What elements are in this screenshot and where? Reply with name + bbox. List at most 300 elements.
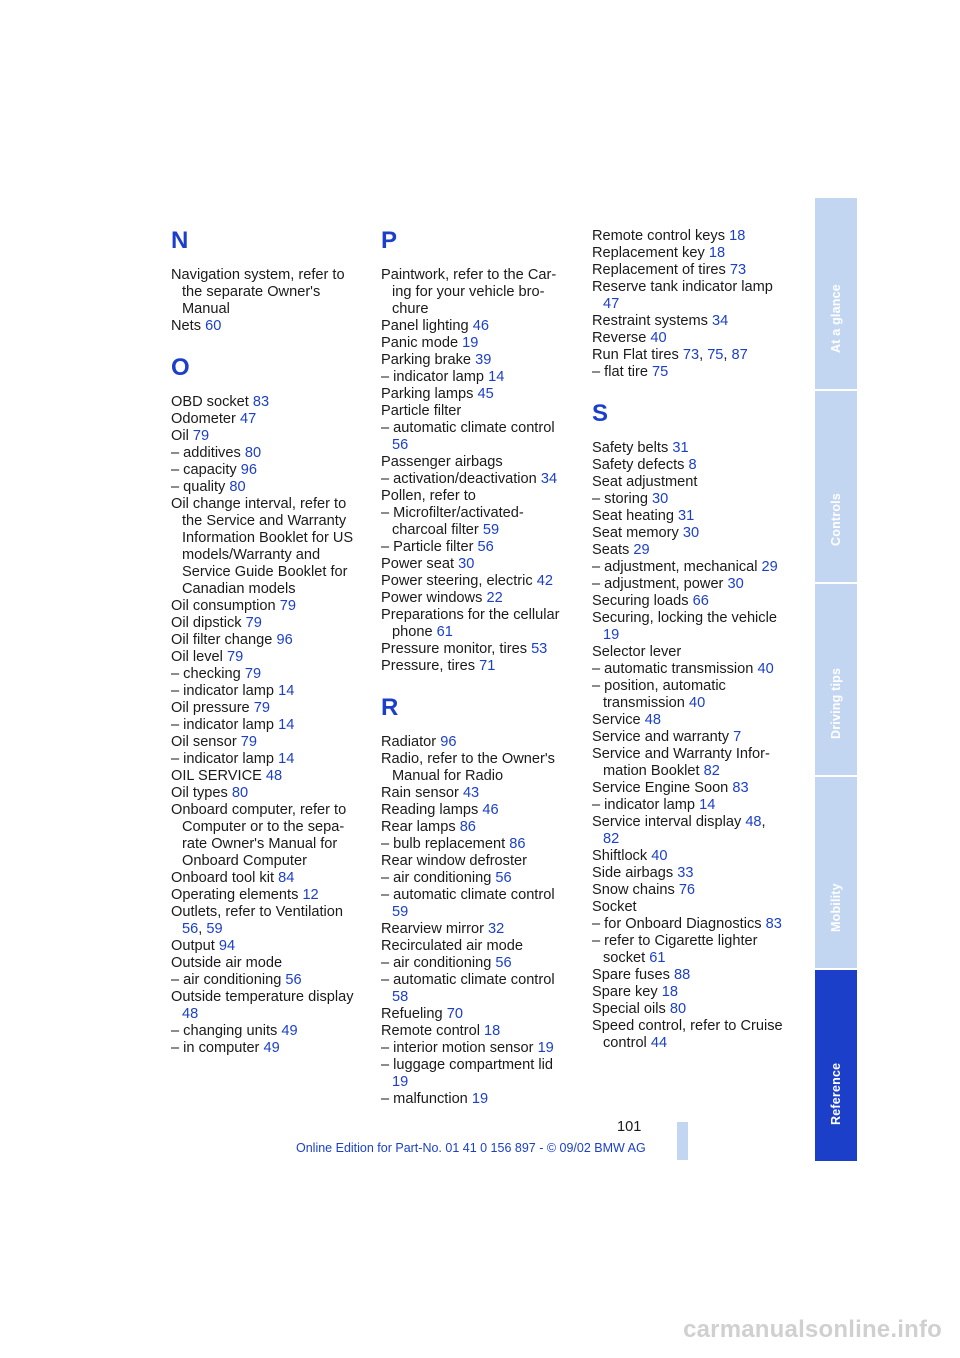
index-entry [381,955,573,972]
chapter-tab[interactable] [815,584,857,775]
index-entry [381,488,573,505]
index-entry [592,330,784,347]
index-entry-text: Power steering, electric [381,573,533,589]
page-reference-link[interactable]: 29 [633,542,650,558]
index-entry-text: Odometer [171,411,236,427]
index-entry [171,428,363,445]
index-entry [592,933,784,967]
index-entry [171,632,363,649]
index-entry-text: Service [592,712,641,728]
page-reference-link[interactable]: 19 [392,1074,409,1090]
index-entry-text: Oil dipstick [171,615,242,631]
page-reference-link[interactable]: 42 [536,573,553,589]
page-reference-link[interactable]: 18 [484,1023,501,1039]
page-reference-link[interactable]: 56 [495,870,512,886]
index-entry-text: – flat tire [592,364,648,380]
index-entry-text: – for Onboard Diagnostics [592,916,762,932]
page-reference-link[interactable]: 79 [192,428,210,444]
index-entry-text: Snow chains [592,882,675,898]
page-reference-link[interactable]: 14 [278,751,295,767]
index-entry [171,683,363,700]
index-entry [171,267,363,318]
page-reference-link[interactable]: 30 [458,556,475,572]
index-entry [381,386,573,403]
chapter-tab[interactable] [815,391,857,582]
index-entry-text: – position, automatic transmission [592,678,726,711]
index-entry [381,921,573,938]
index-entry-text: – quality [171,479,226,495]
index-entry-text: Spare fuses [592,967,670,983]
index-column-3 [592,228,784,1052]
page-reference-link[interactable]: 79 [245,615,262,631]
index-entry-text: Nets [171,318,202,334]
index-entry-text: – bulb replacement [381,836,506,852]
index-entry-text: Selector lever [592,644,682,660]
index-letter-heading: S [592,400,609,427]
page-reference-link[interactable]: 47 [603,296,620,312]
index-entry [381,607,573,641]
page-reference-link[interactable]: 29 [761,559,778,575]
page-reference-link[interactable]: 83 [252,394,270,410]
index-entry [171,598,363,615]
index-entry [381,318,573,335]
index-entry-text: – malfunction [381,1091,468,1107]
index-entry-text: Output [171,938,215,954]
page-reference-link[interactable]: 31 [678,508,695,524]
index-entry [171,649,363,666]
page-reference-link[interactable]: 30 [727,576,744,592]
index-entry [592,780,784,797]
index-entry-text: Radio, refer to the Owner's Manual for Radio [381,751,555,784]
index-entry-text: Reverse [592,330,647,346]
index-entry-text: Parking lamps [381,386,474,402]
index-entry-text: Side airbags [592,865,674,881]
index-entry-text: Reading lamps [381,802,479,818]
page-reference-link[interactable]: 40 [688,695,706,711]
index-entry [171,462,363,479]
index-entry-text: Panic mode [381,335,459,351]
page-reference-link[interactable]: 49 [281,1023,298,1039]
index-entry [381,505,573,539]
index-entry-text: Safety belts [592,440,669,456]
chapter-tab[interactable] [815,970,857,1161]
page-reference-link[interactable]: 19 [537,1040,554,1056]
index-entry-text: – activation/deactivation [381,471,537,487]
index-entry [592,542,784,559]
index-entry-text: Securing, locking the vehicle [592,610,777,626]
index-entry-text: Securing loads [592,593,689,609]
index-entry-text: – Particle filter [381,539,474,555]
index-entry [592,491,784,508]
footer-text: Online Edition for Part-No. 01 41 0 156 897 - © 09/02 BMW AG [296,1141,646,1155]
index-entry [592,1018,784,1052]
index-entry [592,865,784,882]
index-letter-heading: R [381,694,399,721]
index-entry [171,496,363,598]
index-entry-text: Oil change interval, refer to the Service and Warranty Information Booklet for US models/Warranty and Service Guide Booklet for Canadian models [171,496,354,597]
page-reference-link[interactable]: 19 [462,335,479,351]
page-reference-link[interactable]: 75 [707,347,724,363]
page-reference-link[interactable]: 30 [652,491,669,507]
index-entry-text: – indicator lamp [592,797,696,813]
index-entry-text: Onboard tool kit [171,870,275,886]
page-reference-link[interactable]: 56 [392,437,409,453]
page-reference-link[interactable]: 71 [479,658,496,674]
index-entry [381,267,573,318]
page-reference-link[interactable]: 7 [733,729,742,745]
page-reference-link[interactable]: 14 [278,717,295,733]
page-reference-link[interactable]: 14 [699,797,716,813]
page-reference-link[interactable]: 82 [603,831,620,847]
page-reference-link[interactable]: 14 [488,369,505,385]
chapter-tab-label: Driving tips [829,667,843,739]
page-reference-link[interactable]: 60 [205,318,222,334]
page-reference-link[interactable]: 46 [472,318,489,334]
page-reference-link[interactable]: 88 [673,967,691,983]
page-reference-link[interactable]: 14 [278,683,295,699]
page-reference-link[interactable]: 82 [703,763,720,779]
page-reference-link[interactable]: 58 [392,989,409,1005]
index-entry-text: Pressure, tires [381,658,476,674]
page-reference-link[interactable]: 59 [482,522,500,538]
page-reference-link[interactable]: 45 [477,386,494,402]
page-reference-link[interactable]: 48 [265,768,283,784]
page-reference-link[interactable]: 79 [240,734,257,750]
page-reference-link[interactable]: 83 [765,916,782,932]
index-entry-text: – indicator lamp [171,683,275,699]
index-entry-text: Spare key [592,984,658,1000]
page-reference-link[interactable]: 61 [436,624,453,640]
index-entry-text: – refer to Cigarette lighter socket [592,933,758,966]
page-reference-link[interactable]: 84 [278,870,295,886]
index-entry-text: Navigation system, refer to the separate Owner's Manual [171,267,345,317]
index-entry [381,573,573,590]
watermark: carmanualsonline.info [683,1316,942,1343]
index-entry [381,420,573,454]
page-number-bar [677,1122,688,1160]
page-reference-link[interactable]: 80 [669,1001,687,1017]
index-entry-text: Socket [592,899,637,915]
index-entry [171,700,363,717]
index-entry [171,734,363,751]
chapter-tab-label: Mobility [829,883,843,932]
index-entry-text: Power seat [381,556,455,572]
index-entry [592,525,784,542]
index-entry-text: Pressure monitor, tires [381,641,527,657]
index-entry-text: OBD socket [171,394,249,410]
index-entry [171,989,363,1023]
page-reference-link[interactable]: 83 [732,780,749,796]
page-reference-link[interactable]: 80 [231,785,249,801]
index-entry: Service interval display 48, 82 [592,814,766,847]
index-entry-text: Outside air mode [171,955,283,971]
page-reference-link[interactable]: 33 [677,865,694,881]
page-reference-link[interactable]: 79 [279,598,296,614]
index-entry-text: Shiftlock [592,848,648,864]
index-entry-text: Rain sensor [381,785,459,801]
index-entry-text: Outlets, refer to Ventilation [171,904,343,920]
index-entry-text: – automatic climate control [381,972,555,988]
page-reference-link[interactable]: 43 [462,785,480,801]
page-reference-link[interactable]: 56 [495,955,512,971]
page-reference-link[interactable]: 48 [644,712,661,728]
index-entry [592,848,784,865]
index-entry [592,593,784,610]
chapter-tab[interactable] [815,777,857,968]
index-entry [381,853,573,870]
index-entry [592,967,784,984]
index-entry [592,661,784,678]
page-reference-link[interactable]: 46 [482,802,499,818]
index-entry [381,658,573,675]
index-entry-text: Service Engine Soon [592,780,729,796]
index-entry [171,938,363,955]
index-entry [171,318,363,335]
page-reference-link[interactable]: 40 [757,661,774,677]
index-entry [381,454,573,471]
index-entry [171,887,363,904]
chapter-tab-label: At a glance [829,284,843,353]
page-reference-link[interactable]: 80 [229,479,246,495]
index-entry [381,1023,573,1040]
index-entry [381,938,573,955]
page-reference-link[interactable]: 8 [688,457,697,473]
index-entry-text: Oil [171,428,189,444]
chapter-tab-label: Controls [829,493,843,546]
chapter-tab[interactable] [815,198,857,389]
page-reference-link[interactable]: 30 [682,525,700,541]
page-reference-link[interactable]: 86 [509,836,526,852]
page-reference-link[interactable]: 96 [440,734,457,750]
index-entry-text: – indicator lamp [171,717,275,733]
index-entry [381,1091,573,1108]
page-reference-link[interactable]: 53 [531,641,548,657]
index-entry-text: Rearview mirror [381,921,484,937]
index-entry-text: Seats [592,542,630,558]
index-entry-text: OIL SERVICE [171,768,262,784]
index-entry-text: Service and warranty [592,729,730,745]
index-entry-text: – capacity [171,462,237,478]
index-entry [592,797,784,814]
index-entry [592,746,784,780]
index-entry-text: Service and Warranty Infor-mation Booklet [592,746,770,779]
page-reference-link[interactable]: 87 [731,347,748,363]
index-entry-text: Paintwork, refer to the Car-ing for your vehicle bro-chure [381,267,557,317]
index-entry [381,887,573,921]
index-entry [171,666,363,683]
index-column-1 [171,228,363,1057]
index-entry [592,678,784,712]
index-entry-text: – luggage compartment lid [381,1057,553,1073]
page-reference-link[interactable]: 49 [263,1040,280,1056]
page-reference-link[interactable]: 76 [678,882,696,898]
page-reference-link[interactable]: 39 [475,352,492,368]
index-entry-text: – automatic climate control [381,420,555,436]
index-entry-text: – additives [171,445,241,461]
index-entry-text: – checking [171,666,241,682]
page-reference-link[interactable]: 86 [459,819,476,835]
index-entry-text: – storing [592,491,648,507]
page-reference-link[interactable]: 96 [240,462,258,478]
index-entry [592,474,784,491]
page-reference-link[interactable]: 18 [729,228,746,244]
index-entry [592,729,784,746]
page-reference-link[interactable]: 19 [603,627,620,643]
index-entry-text: – indicator lamp [381,369,485,385]
index-entry-text: Rear lamps [381,819,456,835]
index-entry-text: – adjustment, power [592,576,724,592]
index-entry [381,335,573,352]
page-reference-link[interactable]: 19 [471,1091,489,1107]
chapter-tabs [815,198,857,1163]
page-reference-link[interactable]: 47 [239,411,257,427]
index-entry [592,508,784,525]
index-entry-text: Speed control, refer to Cruise control [592,1018,783,1051]
index-entry-text: Replacement key [592,245,705,261]
index-letter-heading: O [171,354,190,381]
index-entry-text: – in computer [171,1040,260,1056]
index-entry-text: – interior motion sensor [381,1040,534,1056]
index-entry-text: – automatic transmission [592,661,754,677]
page-reference-link[interactable]: 61 [649,950,666,966]
index-entry-text: Oil filter change [171,632,273,648]
index-entry [592,882,784,899]
page-reference-link[interactable]: 73 [729,262,747,278]
index-entry-text: Seat heating [592,508,674,524]
index-column-2 [381,228,573,1108]
index-entry-text: – automatic climate control [381,887,555,903]
index-entry-text: Oil types [171,785,228,801]
index-entry [592,1001,784,1018]
index-entry-text: Recirculated air mode [381,938,523,954]
index-entry [171,802,363,870]
index-entry [592,899,784,916]
index-entry-text: Safety defects [592,457,685,473]
index-entry-text: – adjustment, mechanical [592,559,758,575]
index-entry [381,819,573,836]
page-reference-link[interactable]: 22 [486,590,503,606]
page-reference-link[interactable]: 80 [244,445,262,461]
page-reference-link[interactable]: 75 [652,364,669,380]
index-entry-text: Parking brake [381,352,472,368]
page-reference-link[interactable]: 73 [682,347,700,363]
index-entry [592,559,784,576]
index-entry [381,590,573,607]
index-entry-text: Power windows [381,590,483,606]
page-reference-link[interactable]: 79 [253,700,270,716]
page-reference-link[interactable]: 34 [540,471,558,487]
index-entry-text: Oil sensor [171,734,237,750]
index-entry [592,228,784,245]
page-reference-link[interactable]: 12 [302,887,319,903]
index-entry [381,1040,573,1057]
index-entry-text: Service interval display [592,814,742,830]
page-reference-link[interactable]: 18 [661,984,679,1000]
page-reference-link[interactable]: 94 [218,938,236,954]
index-entry-text: Seat adjustment [592,474,698,490]
index-entry [171,394,363,411]
index-entry-text: Outside temperature display [171,989,354,1005]
page-number: 101 [617,1119,642,1135]
index-entry [592,576,784,593]
index-entry [381,870,573,887]
index-entry-text: Oil level [171,649,223,665]
index-letter-heading: N [171,227,189,254]
index-entry: Run Flat tires 73, 75, 87 [592,347,748,363]
index-entry [171,717,363,734]
index-entry-text: – air conditioning [171,972,282,988]
index-entry [381,471,573,488]
index-entry [171,1023,363,1040]
index-entry [592,245,784,262]
index-entry [381,641,573,658]
index-entry [171,785,363,802]
index-entry [592,364,784,381]
index-entry-text: – indicator lamp [171,751,275,767]
page-reference-link[interactable]: 48 [745,814,762,830]
page-reference-link[interactable]: 79 [244,666,262,682]
index-entry [381,556,573,573]
page-reference-link[interactable]: 40 [650,330,667,346]
index-entry-text: Remote control [381,1023,480,1039]
page-reference-link[interactable]: 18 [708,245,726,261]
page-reference-link[interactable]: 79 [226,649,244,665]
index-entry [592,262,784,279]
index-entry-text: Onboard computer, refer to Computer or to the sepa-rate Owner's Manual for Onboard Computer [171,802,347,869]
index-entry-text: Special oils [592,1001,666,1017]
index-entry [171,955,363,972]
page-reference-link[interactable]: 32 [488,921,505,937]
index-entry [592,916,784,933]
page-reference-link[interactable]: 34 [712,313,729,329]
index-entry-text: Replacement of tires [592,262,726,278]
index-entry-text: Panel lighting [381,318,469,334]
index-entry [592,644,784,661]
index-entry-text: Passenger airbags [381,454,503,470]
page-reference-link[interactable]: 48 [182,1006,199,1022]
index-entry [171,972,363,989]
index-entry [171,870,363,887]
page-reference-link[interactable]: 31 [672,440,689,456]
page-reference-link[interactable]: 56 [182,921,199,937]
page-reference-link[interactable]: 56 [477,539,494,555]
index-entry [381,1057,573,1091]
page-reference-link[interactable]: 44 [650,1035,668,1051]
index-entry [592,279,784,313]
page-reference-link[interactable]: 70 [446,1006,463,1022]
index-entry-text: Rear window defroster [381,853,528,869]
index-entry-text: Oil consumption [171,598,276,614]
page-reference-link[interactable]: 59 [206,921,223,937]
index-entry [592,610,784,644]
index-entry [171,411,363,428]
index-entry [381,352,573,369]
index-entry [592,440,784,457]
index-entry-text: – air conditioning [381,955,492,971]
index-letter-heading: P [381,227,398,254]
page-reference-link[interactable]: 56 [285,972,302,988]
index-entry-text: Restraint systems [592,313,708,329]
page-reference-link[interactable]: 66 [692,593,709,609]
index-entry [592,712,784,729]
index-entry [171,751,363,768]
chapter-tab-label: Reference [829,1062,843,1125]
index-entry-text: Operating elements [171,887,299,903]
page-reference-link[interactable]: 96 [276,632,293,648]
page-reference-link[interactable]: 40 [651,848,668,864]
page-reference-link[interactable]: 59 [392,904,409,920]
index-entry-text: – Microfilter/activated-charcoal filter [381,505,524,538]
